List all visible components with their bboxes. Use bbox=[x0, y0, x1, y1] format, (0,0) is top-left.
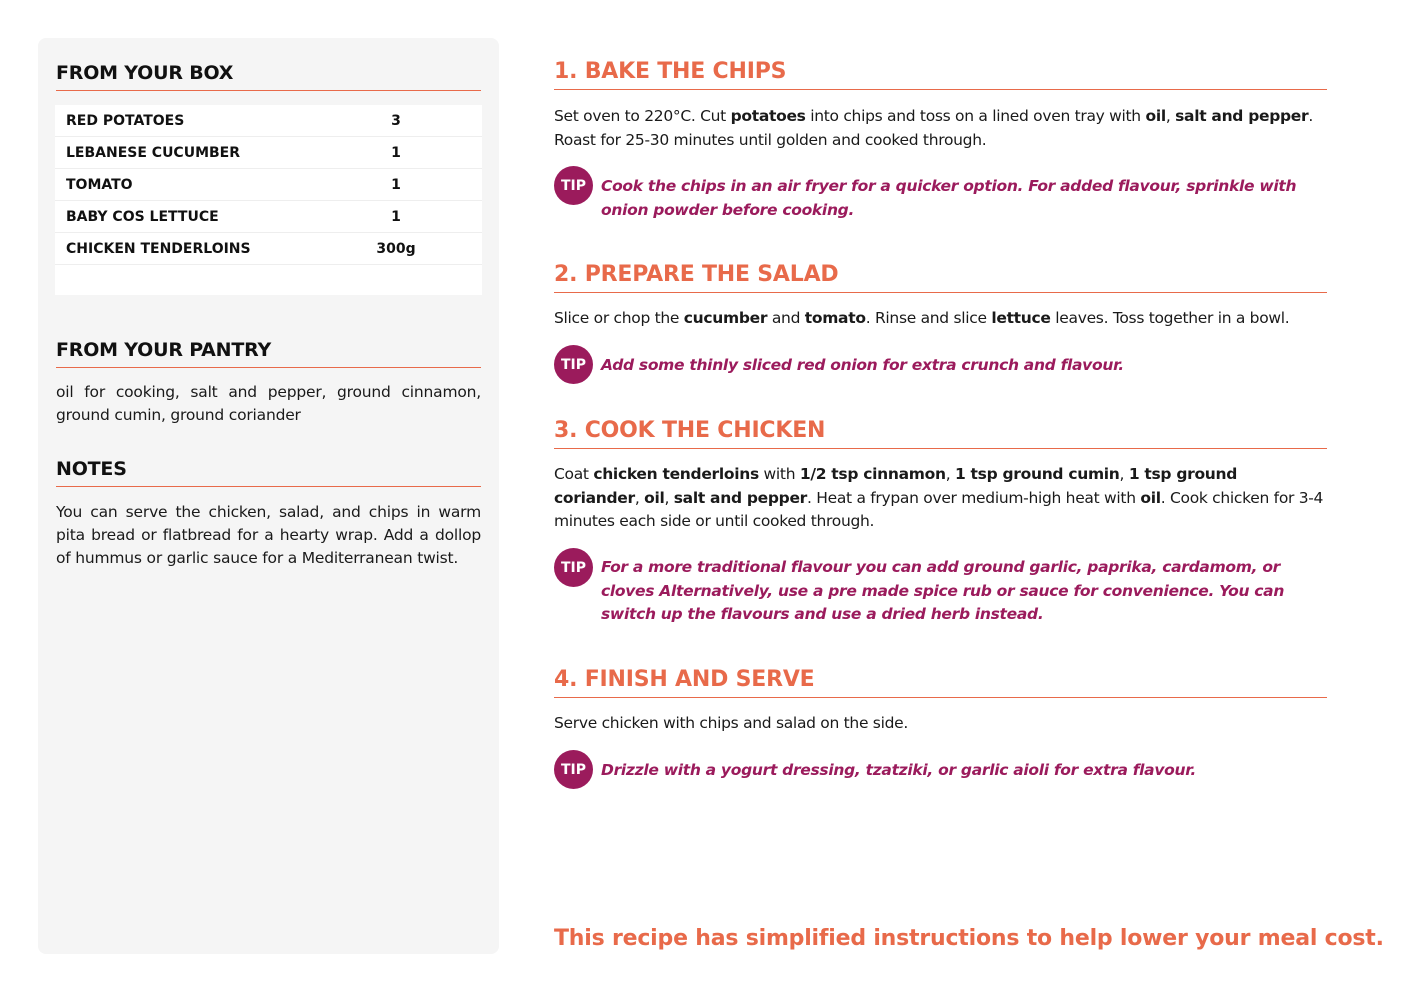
step-1-text bbox=[554, 105, 1327, 152]
text-run: . Roast for 25-30 minutes until golden and cooked through. bbox=[554, 107, 1313, 149]
ingredient-row bbox=[55, 169, 482, 201]
text-run: . Cook chicken for 3-4 minutes each side or until cooked through. bbox=[554, 488, 1324, 530]
bold-ingredient: tomato bbox=[804, 309, 866, 327]
bold-ingredient: 1/2 tsp cinnamon bbox=[799, 465, 946, 483]
step-4-tip: Drizzle with a yogurt dressing, tzatziki, or garlic aioli for extra flavour. bbox=[601, 761, 1196, 779]
bold-ingredient: oil bbox=[1140, 488, 1161, 507]
ingredient-name: CHICKEN TENDERLOINS bbox=[66, 240, 251, 257]
step-3-tip: For a more traditional flavour you can add ground garlic, paprika, cardamom, or cloves Alternatively, use a pre made spice rub or sauce for convenience. You can switch up the flavours and use a dried herb instead. bbox=[601, 558, 1285, 623]
text-run: and bbox=[767, 309, 805, 327]
ingredient-row bbox=[55, 137, 482, 169]
ingredient-row bbox=[55, 201, 482, 233]
text-run: with bbox=[758, 465, 800, 483]
text-run: Serve chicken with chips and salad on the side. bbox=[554, 714, 908, 732]
ingredient-name: TOMATO bbox=[66, 176, 133, 193]
ingredient-name: BABY COS LETTUCE bbox=[66, 208, 219, 225]
ingredient-qty: 1 bbox=[391, 208, 401, 225]
text-run: , bbox=[1165, 107, 1176, 125]
bold-ingredient: chicken tenderloins bbox=[593, 465, 759, 483]
bold-ingredient: salt and pepper bbox=[673, 488, 807, 507]
tip-badge: TIP bbox=[554, 548, 593, 587]
pantry-heading: FROM YOUR PANTRY bbox=[56, 339, 481, 368]
bold-ingredient: oil bbox=[1145, 107, 1166, 125]
text-run: Coat bbox=[554, 465, 594, 483]
tip-badge: TIP bbox=[554, 166, 593, 205]
step-3-text bbox=[554, 463, 1327, 534]
text-run: leaves. Toss together in a bowl. bbox=[1050, 309, 1290, 327]
bold-ingredient: lettuce bbox=[991, 309, 1051, 327]
bold-ingredient: 1 tsp ground cumin bbox=[954, 465, 1120, 483]
bold-ingredient: cucumber bbox=[683, 309, 768, 327]
text-run: Slice or chop the bbox=[554, 309, 684, 327]
ingredients-panel bbox=[38, 38, 499, 954]
notes-text: You can serve the chicken, salad, and chips in warm pita bread or flatbread for a hearty wrap. Add a dollop of hummus or garlic sauce for a Mediterranean twist. bbox=[56, 503, 481, 567]
box-heading: FROM YOUR BOX bbox=[56, 62, 481, 91]
text-run: , bbox=[634, 488, 645, 507]
footer-note: This recipe has simplified instructions to help lower your meal cost. bbox=[554, 926, 1384, 951]
tip-badge: TIP bbox=[554, 345, 593, 384]
ingredient-row bbox=[55, 233, 482, 265]
notes-heading: NOTES bbox=[56, 458, 481, 487]
ingredient-qty: 1 bbox=[391, 176, 401, 193]
bold-ingredient: salt and pepper bbox=[1175, 107, 1309, 125]
ingredient-qty: 1 bbox=[391, 144, 401, 161]
bold-ingredient: potatoes bbox=[730, 107, 806, 125]
bold-ingredient: oil bbox=[644, 488, 665, 507]
bold-ingredient: 1 tsp ground coriander bbox=[554, 465, 1238, 507]
text-run: , bbox=[1119, 465, 1129, 483]
step-2-tip: Add some thinly sliced red onion for extra crunch and flavour. bbox=[601, 356, 1124, 374]
ingredient-name: RED POTATOES bbox=[66, 112, 185, 129]
ingredient-name: LEBANESE CUCUMBER bbox=[66, 144, 241, 161]
text-run: , bbox=[945, 465, 955, 483]
step-4-title: 4. FINISH AND SERVE bbox=[554, 667, 1327, 698]
ingredient-qty: 300g bbox=[376, 240, 416, 257]
ingredient-qty: 3 bbox=[391, 112, 401, 129]
step-1-tip: Cook the chips in an air fryer for a quicker option. For added flavour, sprinkle with onion powder before cooking. bbox=[601, 177, 1297, 219]
text-run: into chips and toss on a lined oven tray with bbox=[805, 107, 1146, 125]
text-run: . Rinse and slice bbox=[865, 309, 992, 327]
step-4-text bbox=[554, 712, 1327, 736]
tip-badge: TIP bbox=[554, 750, 593, 789]
ingredient-row bbox=[55, 105, 482, 137]
step-3-title: 3. COOK THE CHICKEN bbox=[554, 418, 1327, 449]
text-run: . Heat a frypan over medium-high heat with bbox=[807, 488, 1141, 507]
text-run: Set oven to 220°C. Cut bbox=[554, 107, 731, 125]
step-2-title: 2. PREPARE THE SALAD bbox=[554, 262, 1327, 293]
ingredients-table bbox=[55, 105, 482, 295]
step-2-text bbox=[554, 307, 1327, 331]
text-run: , bbox=[664, 488, 674, 507]
step-1-title: 1. BAKE THE CHIPS bbox=[554, 59, 1327, 90]
pantry-text: oil for cooking, salt and pepper, ground cinnamon, ground cumin, ground coriander bbox=[56, 383, 481, 424]
